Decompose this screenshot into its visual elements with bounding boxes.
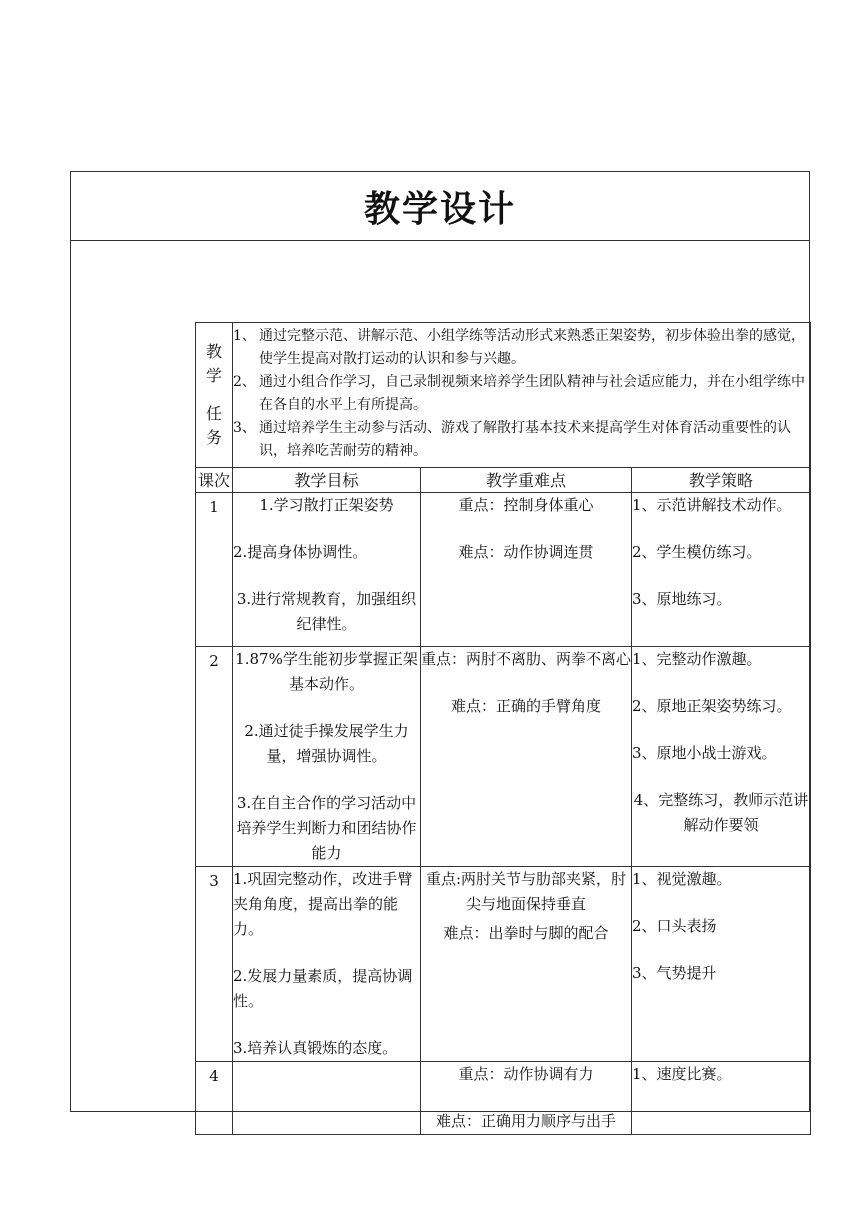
- key-point: 重点:两肘关节与肋部夹紧，肘尖与地面保持垂直: [425, 870, 627, 913]
- page-title: 教学设计: [363, 188, 516, 230]
- strategy-item: 3、原地练习。: [632, 590, 732, 608]
- header-lesson: 课次: [196, 468, 233, 493]
- lesson-table: [195, 322, 811, 1135]
- key-points-cell: [421, 647, 632, 867]
- strategy-item: 4、完整练习，教师示范讲解动作要领: [633, 791, 809, 834]
- task-label: [196, 323, 233, 468]
- strategies-cell: [632, 647, 811, 867]
- strategy-item: 3、气势提升: [632, 964, 717, 982]
- strategies-cell: [632, 1062, 811, 1135]
- key-point: 重点：控制身体重心: [458, 496, 594, 514]
- task-number: 1、: [233, 328, 256, 344]
- table-row: [196, 1062, 811, 1135]
- header-key: 教学重难点: [421, 468, 632, 493]
- lesson-number: 2: [196, 647, 233, 867]
- task-label-char: 教: [205, 342, 222, 361]
- task-text: 通过培养学生主动参与活动、游戏了解散打基本技术来提高学生对体育活动重要性的认识，培养吃苦耐劳的精神。: [259, 420, 791, 459]
- table-row: [196, 867, 811, 1062]
- goal-item: 2.通过徒手操发展学生力量，增强协调性。: [244, 722, 409, 765]
- task-list: [233, 323, 811, 468]
- strategy-item: 2、原地正架姿势练习。: [632, 697, 792, 715]
- task-label-char: 务: [205, 428, 222, 447]
- lesson-number: 4: [196, 1062, 233, 1135]
- goal-item: 1.巩固完整动作，改进手臂夹角角度，提高出拳的能力。: [233, 870, 413, 938]
- header-goal: 教学目标: [233, 468, 421, 493]
- task-number: 2、: [233, 374, 256, 390]
- goal-item: 2.提高身体协调性。: [233, 543, 368, 561]
- key-point: 难点：动作协调连贯: [458, 543, 594, 561]
- task-text: 通过小组合作学习，自己录制视频来培养学生团队精神与社会适应能力，并在小组学练中在各自的水平上有所提高。: [259, 374, 805, 413]
- goals-cell: [233, 493, 421, 647]
- task-text: 通过完整示范、讲解示范、小组学练等活动形式来熟悉正架姿势，初步体验出拳的感觉，使学生提高对散打运动的认识和参与兴趣。: [259, 328, 805, 367]
- goal-item: 1.学习散打正架姿势: [259, 496, 394, 514]
- goals-cell: [233, 867, 421, 1062]
- strategy-item: 1、视觉激趣。: [632, 870, 732, 888]
- goal-item: 3.培养认真锻炼的态度。: [233, 1039, 398, 1057]
- strategy-item: 2、学生模仿练习。: [632, 543, 762, 561]
- lesson-number: 1: [196, 493, 233, 647]
- task-item: [233, 371, 808, 417]
- task-label-char: 任: [205, 404, 222, 423]
- title-row: [71, 172, 809, 241]
- strategies-cell: [632, 867, 811, 1062]
- strategies-cell: [632, 493, 811, 647]
- task-label-char: 学: [205, 366, 222, 385]
- goal-item: 3.进行常规教育，加强组织纪律性。: [236, 590, 417, 633]
- key-point: 难点：正确的手臂角度: [450, 697, 601, 715]
- key-point: 难点：正确用力顺序与出手: [435, 1112, 616, 1130]
- document-frame: [70, 171, 810, 1130]
- task-item: [233, 417, 808, 463]
- key-points-cell: [421, 493, 632, 647]
- strategy-item: 1、速度比赛。: [632, 1065, 732, 1083]
- key-points-cell: [421, 1062, 632, 1135]
- goals-cell: [233, 647, 421, 867]
- goal-item: 2.发展力量素质，提高协调性。: [233, 967, 413, 1010]
- table-row: [196, 493, 811, 647]
- lesson-number: 3: [196, 867, 233, 1062]
- goals-cell: [233, 1062, 421, 1135]
- strategy-item: 1、示范讲解技术动作。: [632, 496, 792, 514]
- goal-item: 1.87%学生能初步掌握正架基本动作。: [235, 650, 418, 693]
- strategy-item: 3、原地小战士游戏。: [632, 744, 777, 762]
- header-strategy: 教学策略: [632, 468, 811, 493]
- task-row: [196, 323, 811, 468]
- task-number: 3、: [233, 420, 256, 436]
- key-point: 重点：两肘不离肋、两拳不离心: [421, 650, 632, 668]
- header-row: [196, 468, 811, 493]
- strategy-item: 1、完整动作激趣。: [632, 650, 762, 668]
- key-point: 重点：动作协调有力: [458, 1065, 594, 1083]
- key-points-cell: [421, 867, 632, 1062]
- goal-item: 3.在自主合作的学习活动中培养学生判断力和团结协作能力: [236, 794, 417, 862]
- task-item: [233, 325, 808, 371]
- key-point: 难点：出拳时与脚的配合: [443, 924, 609, 942]
- strategy-item: 2、口头表扬: [632, 917, 717, 935]
- table-row: [196, 647, 811, 867]
